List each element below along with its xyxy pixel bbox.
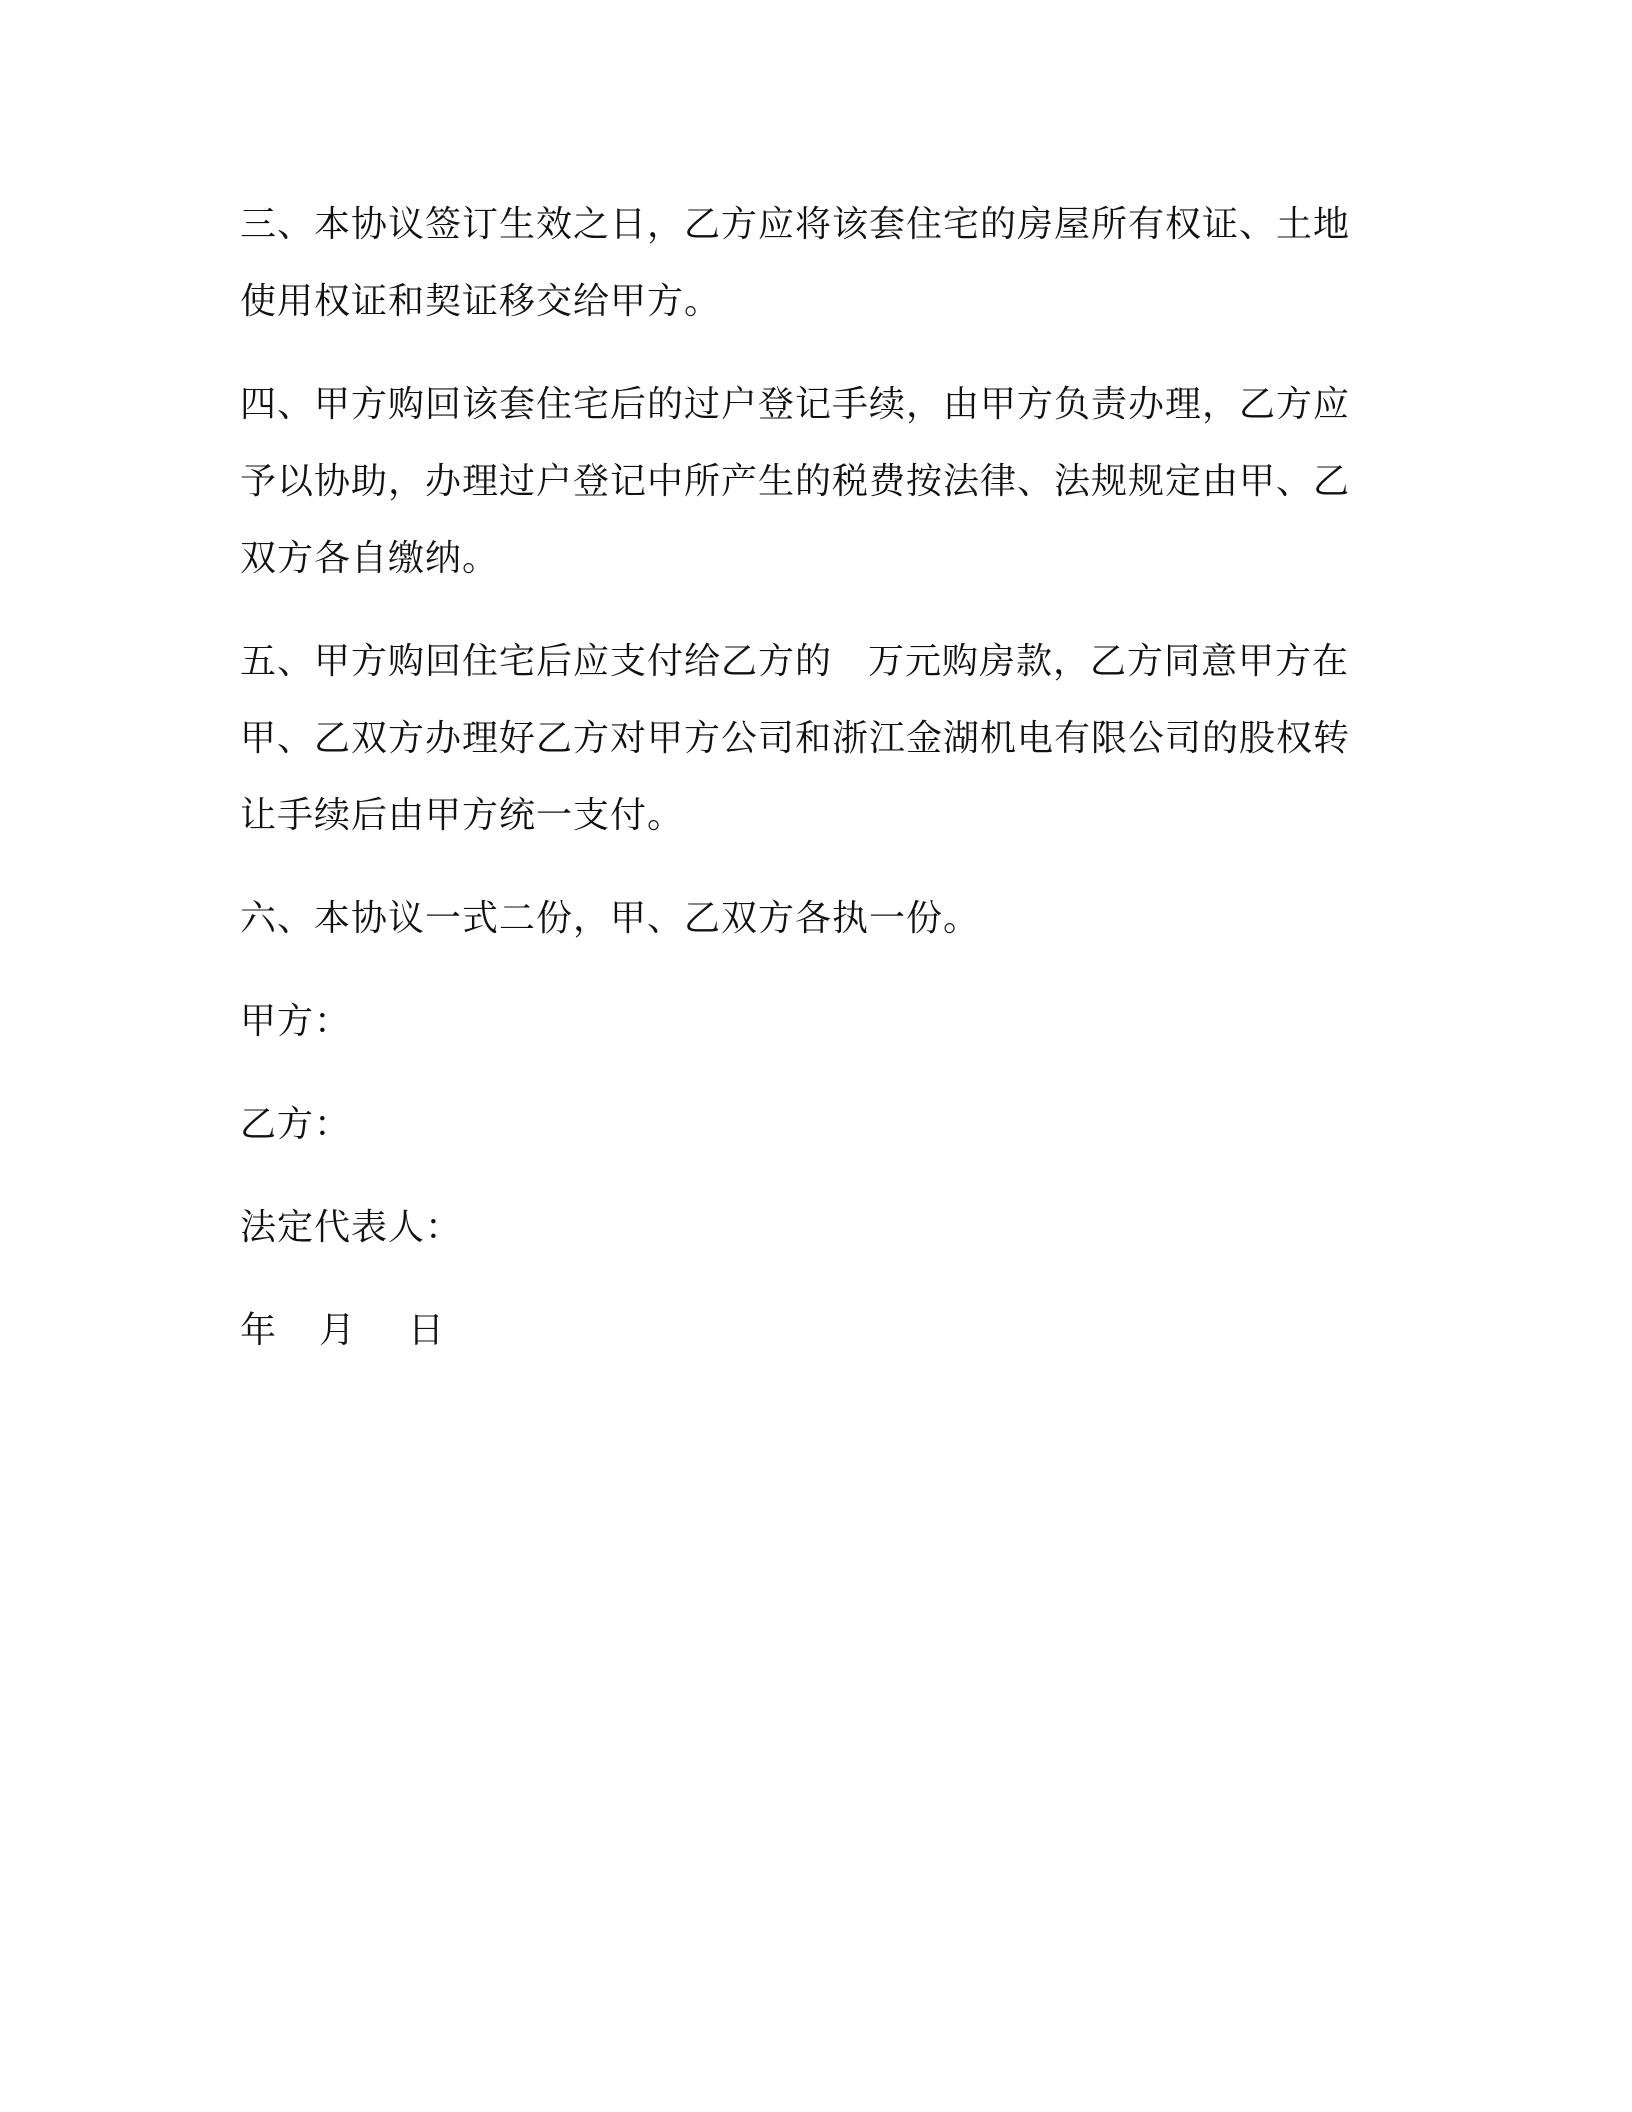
date-month: 月 [319,1310,357,1351]
clause-5-after: 万元购房款，乙方同意甲方在甲、乙双方办理好乙方对甲方公司和浙江金湖机电有限公司的股权转让手续后由甲方统一支付。 [240,641,1351,836]
clause-4: 四、甲方购回该套住宅后的过户登记手续，由甲方负责办理，乙方应予以协助，办理过户登记中所产生的税费按法律、法规规定由甲、乙双方各自缴纳。 [240,384,1351,579]
date-year: 年 [240,1310,278,1351]
clause-5-before: 五、甲方购回住宅后应支付给乙方的 [240,641,833,682]
clause-5 [240,623,1360,854]
signature-block [240,983,1360,1369]
party-b-label: 乙方： [240,1104,352,1145]
legal-rep-label: 法定代表人： [240,1207,463,1248]
clause-3: 三、本协议签订生效之日，乙方应将该套住宅的房屋所有权证、土地使用权证和契证移交给甲方。 [240,204,1351,322]
clause-6: 六、本协议一式二份，甲、乙双方各执一份。 [240,898,981,939]
party-a-label: 甲方： [240,1001,352,1042]
date-day: 日 [408,1310,446,1351]
date-line [240,1292,1360,1369]
document-body [240,186,1360,1369]
